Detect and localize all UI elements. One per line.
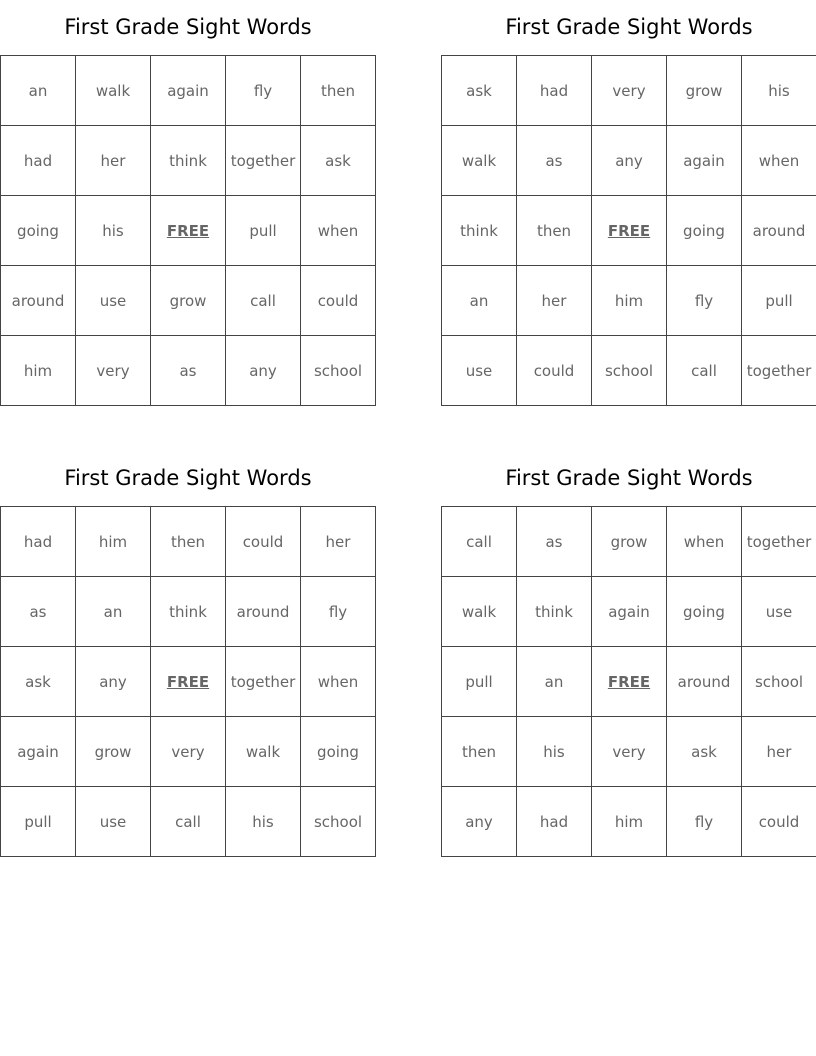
word-cell: as [517,126,592,196]
word-cell: school [742,647,816,717]
grid-row [1,126,376,196]
word-cell: going [301,717,376,787]
word-cell: could [742,787,816,857]
word-cell: his [517,717,592,787]
word-cell: going [1,196,76,266]
word-cell: could [517,336,592,406]
word-cell: his [76,196,151,266]
word-cell: walk [226,717,301,787]
word-cell: call [151,787,226,857]
word-cell: any [226,336,301,406]
word-cell: then [151,507,226,577]
card-title-text: First Grade Sight Words [64,15,312,39]
grid-row [1,577,376,647]
card-title [441,0,816,55]
word-cell: pull [226,196,301,266]
word-cell: together [742,336,816,406]
word-cell: ask [442,56,517,126]
word-cell: her [742,717,816,787]
word-cell: school [592,336,667,406]
bingo-card-3 [0,451,376,857]
word-cell: then [517,196,592,266]
grid-row [442,577,816,647]
word-cell: very [76,336,151,406]
card-title [441,451,816,506]
word-cell: ask [1,647,76,717]
free-cell: FREE [151,647,226,717]
word-cell: him [592,787,667,857]
word-cell: an [76,577,151,647]
bingo-card-4 [441,451,816,857]
word-cell: grow [151,266,226,336]
word-cell: going [667,577,742,647]
grid-row [442,126,816,196]
word-cell: fly [226,56,301,126]
word-cell: walk [442,577,517,647]
word-cell: any [442,787,517,857]
word-cell: again [667,126,742,196]
grid-row [442,647,816,717]
word-cell: an [442,266,517,336]
word-cell: walk [76,56,151,126]
word-cell: any [76,647,151,717]
grid-row [1,56,376,126]
word-cell: think [442,196,517,266]
bingo-card-2 [441,0,816,406]
word-cell: as [517,507,592,577]
word-cell: pull [442,647,517,717]
word-cell: call [442,507,517,577]
word-cell: then [301,56,376,126]
grid-row [442,717,816,787]
word-cell: her [301,507,376,577]
word-cell: around [742,196,816,266]
word-cell: as [151,336,226,406]
word-cell: when [742,126,816,196]
word-cell: call [667,336,742,406]
word-cell: around [226,577,301,647]
bingo-grid [0,506,376,857]
word-cell: could [226,507,301,577]
word-cell: had [1,507,76,577]
word-cell: think [151,126,226,196]
word-cell: then [442,717,517,787]
word-cell: him [1,336,76,406]
word-cell: school [301,787,376,857]
word-cell: any [592,126,667,196]
card-title [0,0,376,55]
word-cell: going [667,196,742,266]
word-cell: ask [301,126,376,196]
word-cell: around [1,266,76,336]
word-cell: an [517,647,592,717]
word-cell: an [1,56,76,126]
grid-row [442,507,816,577]
word-cell: again [592,577,667,647]
word-cell: again [151,56,226,126]
grid-row [1,647,376,717]
word-cell: together [226,126,301,196]
word-cell: pull [742,266,816,336]
grid-row [1,507,376,577]
grid-row [1,717,376,787]
card-title [0,451,376,506]
word-cell: grow [592,507,667,577]
word-cell: him [592,266,667,336]
word-cell: when [301,647,376,717]
word-cell: him [76,507,151,577]
word-cell: think [517,577,592,647]
free-cell: FREE [151,196,226,266]
bingo-grid [441,55,816,406]
bingo-card-1 [0,0,376,406]
word-cell: had [517,56,592,126]
grid-row [442,196,816,266]
grid-row [442,266,816,336]
word-cell: together [226,647,301,717]
bingo-grid [0,55,376,406]
bingo-grid [441,506,816,857]
word-cell: her [76,126,151,196]
word-cell: fly [667,266,742,336]
free-cell: FREE [592,647,667,717]
grid-row [1,787,376,857]
word-cell: when [667,507,742,577]
word-cell: his [742,56,816,126]
word-cell: had [517,787,592,857]
word-cell: as [1,577,76,647]
word-cell: use [76,266,151,336]
card-title-text: First Grade Sight Words [505,15,753,39]
word-cell: walk [442,126,517,196]
word-cell: very [592,717,667,787]
word-cell: call [226,266,301,336]
word-cell: together [742,507,816,577]
word-cell: very [592,56,667,126]
word-cell: pull [1,787,76,857]
word-cell: school [301,336,376,406]
grid-row [442,787,816,857]
word-cell: grow [76,717,151,787]
word-cell: very [151,717,226,787]
grid-row [1,266,376,336]
grid-row [442,56,816,126]
word-cell: fly [301,577,376,647]
word-cell: use [442,336,517,406]
word-cell: again [1,717,76,787]
word-cell: use [742,577,816,647]
word-cell: think [151,577,226,647]
word-cell: his [226,787,301,857]
card-title-text: First Grade Sight Words [64,466,312,490]
word-cell: had [1,126,76,196]
card-title-text: First Grade Sight Words [505,466,753,490]
word-cell: when [301,196,376,266]
word-cell: use [76,787,151,857]
word-cell: around [667,647,742,717]
free-cell: FREE [592,196,667,266]
grid-row [1,336,376,406]
word-cell: fly [667,787,742,857]
word-cell: could [301,266,376,336]
grid-row [1,196,376,266]
word-cell: ask [667,717,742,787]
grid-row [442,336,816,406]
word-cell: her [517,266,592,336]
word-cell: grow [667,56,742,126]
